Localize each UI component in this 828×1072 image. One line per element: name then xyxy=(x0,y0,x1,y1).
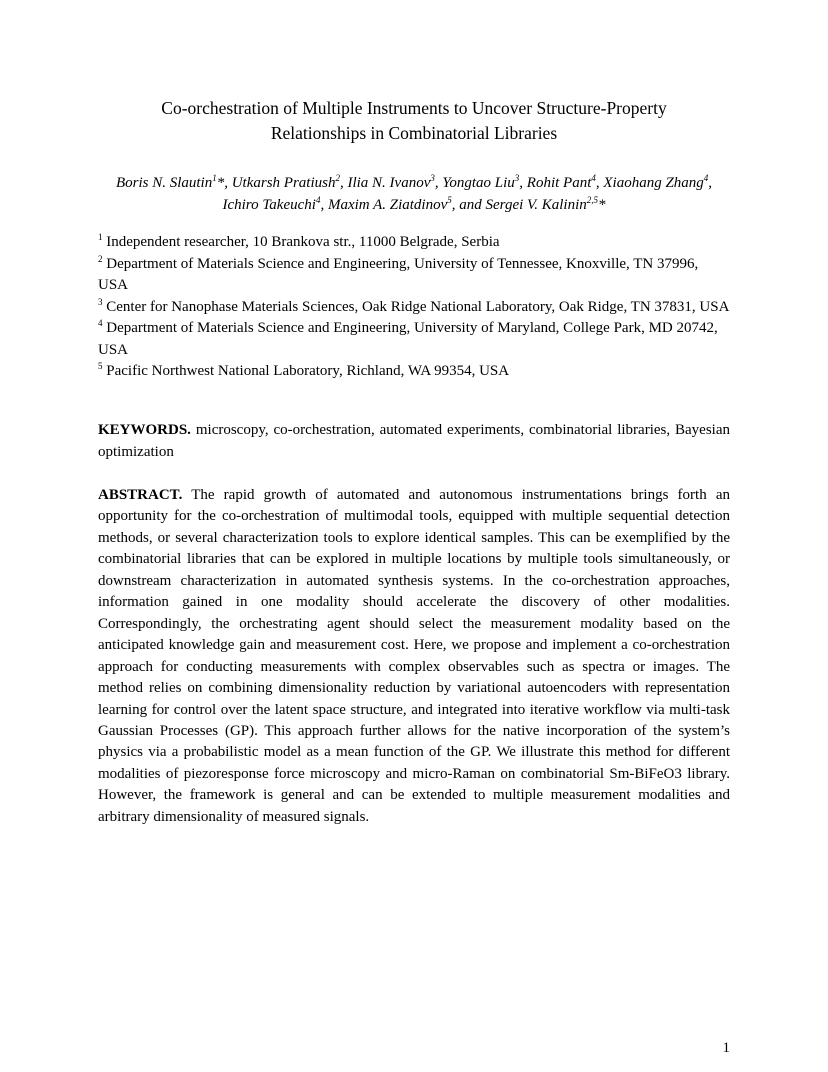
affiliation-text: Pacific Northwest National Laboratory, Richland, WA 99354, USA xyxy=(106,363,510,379)
author-separator: , and xyxy=(451,197,486,213)
author-name: Ichiro Takeuchi xyxy=(222,197,316,213)
author-affiliation-mark: 5 xyxy=(447,195,452,205)
author-list xyxy=(98,172,730,216)
author-separator: , xyxy=(708,175,713,191)
author-separator: , xyxy=(519,175,527,191)
affiliation-number: 4 xyxy=(98,318,103,328)
author-affiliation-mark: 2,5 xyxy=(586,195,598,205)
affiliation-item xyxy=(98,232,730,254)
paper-title xyxy=(98,96,730,146)
author-name: Boris N. Slautin xyxy=(115,175,213,191)
author-affiliation-mark: 3 xyxy=(514,173,520,183)
keywords-section xyxy=(98,419,730,463)
affiliation-number: 2 xyxy=(98,253,103,264)
author-affiliation-mark: 4 xyxy=(591,173,596,183)
affiliation-item xyxy=(98,318,730,361)
author-separator: , xyxy=(320,197,328,213)
author-separator: * xyxy=(598,197,606,213)
author-separator: *, xyxy=(216,175,232,191)
author-affiliation-mark: 1 xyxy=(212,173,217,183)
author-affiliation-mark: 2 xyxy=(335,173,340,183)
author-separator: , xyxy=(595,175,604,191)
author-name: Utkarsh Pratiush xyxy=(231,175,336,191)
author-name: Ilia N. Ivanov xyxy=(347,175,431,191)
affiliation-text: Department of Materials Science and Engineering, University of Maryland, College Park, MD 20742, USA xyxy=(98,320,718,358)
affiliation-text: Independent researcher, 10 Brankova str., 11000 Belgrade, Serbia xyxy=(106,234,500,250)
page-number: 1 xyxy=(722,1040,730,1056)
author-affiliation-mark: 4 xyxy=(703,173,709,183)
affiliation-item xyxy=(98,361,730,383)
abstract-label: ABSTRACT. xyxy=(98,487,183,503)
abstract-text: The rapid growth of automated and autonomous instrumentations brings forth an opportunity for the co-orchestration of multimodal tools, equipped with multiple sequential detection methods, or several characterization tools to explore identical samples. This can be exemplified by the combinatorial libraries that can be explored in multiple locations by multiple tools simultaneously, or downstream characterization in automated synthesis systems. In the co-orchestration approaches, information gained in one modality should accelerate the discovery of other modalities. Correspondingly, the orchestrating agent should select the measurement modality based on the anticipated knowledge gain and measurement cost. Here, we propose and implement a co-orchestration approach for conducting measurements with complex observables such as spectra or images. The method relies on combining dimensionality reduction by variational autoencoders with representation learning for control over the latent space structure, and integrated into iterative workflow via multi-task Gaussian Processes (GP). This approach further allows for the native incorporation of the system’s physics via a probabilistic model as a mean function of the GP. We illustrate this method for different modalities of piezoresponse force microscopy and micro-Raman on combinatorial Sm-BiFeO3 library. However, the framework is general and can be extended to multiple measurement modalities and arbitrary dimensionality of measured signals. xyxy=(98,487,730,825)
author-name: Sergei V. Kalinin xyxy=(485,197,587,213)
keywords-label: KEYWORDS. xyxy=(98,422,191,438)
affiliation-text: Department of Materials Science and Engineering, University of Tennessee, Knoxville, TN 37996, USA xyxy=(98,255,699,293)
author-name: Rohit Pant xyxy=(526,175,592,191)
author-name: Yongtao Liu xyxy=(442,175,515,191)
title-line-1: Co-orchestration of Multiple Instruments to Uncover Structure-Property xyxy=(161,98,667,118)
affiliation-number: 5 xyxy=(98,361,103,371)
title-line-2: Relationships in Combinatorial Libraries xyxy=(270,123,558,143)
affiliation-number: 1 xyxy=(98,232,103,242)
affiliation-list xyxy=(98,232,730,383)
author-affiliation-mark: 4 xyxy=(315,195,321,205)
affiliation-number: 3 xyxy=(98,296,103,307)
author-separator: , xyxy=(434,175,443,191)
keywords-text: microscopy, co-orchestration, automated experiments, combinatorial libraries, Bayesian optimization xyxy=(98,422,731,460)
author-separator: , xyxy=(339,175,348,191)
author-name: Xiaohang Zhang xyxy=(603,175,704,191)
affiliation-text: Center for Nanophase Materials Sciences, Oak Ridge National Laboratory, Oak Ridge, TN 37831, USA xyxy=(106,298,730,315)
author-affiliation-mark: 3 xyxy=(430,173,435,183)
affiliation-item xyxy=(98,254,730,297)
affiliation-item xyxy=(98,297,730,319)
abstract-section xyxy=(98,485,730,828)
author-name: Maxim A. Ziatdinov xyxy=(327,197,448,213)
